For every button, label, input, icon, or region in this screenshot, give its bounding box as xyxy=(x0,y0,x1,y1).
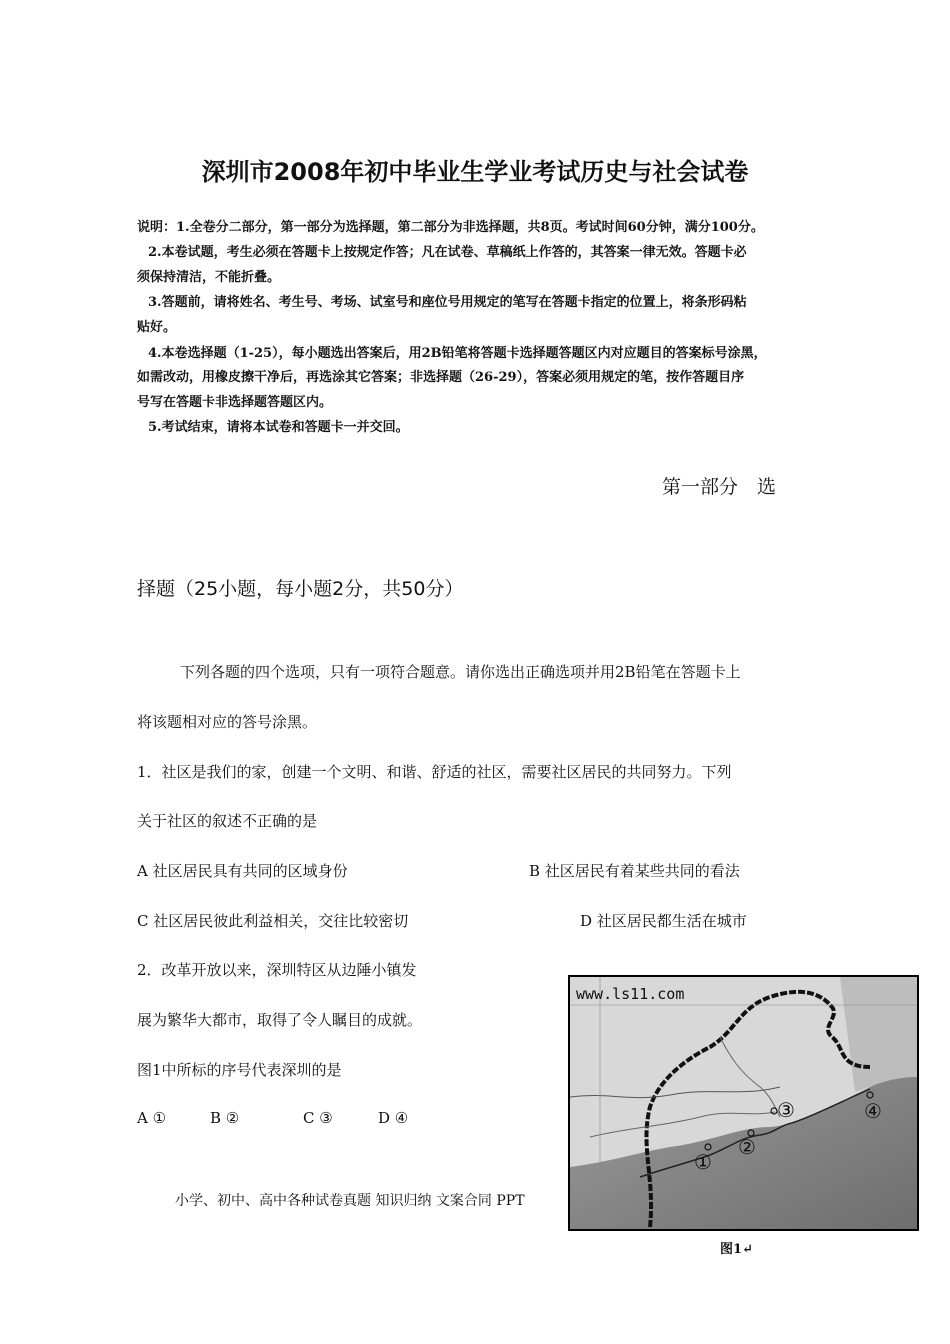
instruction-line-1: 下列各题的四个选项，只有一项符合题意。请你选出正确选项并用2B铅笔在答题卡上 xyxy=(180,663,741,681)
note-line-8: 号写在答题卡非选择题答题区内。 xyxy=(137,395,333,410)
map-marker-4: ④ xyxy=(864,1099,882,1123)
exam-title: 深圳市2008年初中毕业生学业考试历史与社会试卷 xyxy=(201,158,749,186)
map-graphic xyxy=(570,977,917,1229)
q1-stem-line-1: 1．社区是我们的家，创建一个文明、和谐、舒适的社区，需要社区居民的共同努力。下列 xyxy=(137,763,732,781)
q2-stem-line-3: 图1中所标的序号代表深圳的是 xyxy=(137,1061,342,1079)
note-line-1: 说明：1.全卷分二部分，第一部分为选择题，第二部分为非选择题，共8页。考试时间60分钟，满分100分。 xyxy=(137,220,764,235)
note-line-4: 3.答题前，请将姓名、考生号、考场、试室号和座位号用规定的笔写在答题卡指定的位置上，将条形码粘 xyxy=(148,295,747,310)
section-heading-part2: 择题（25小题，每小题2分，共50分） xyxy=(137,578,464,600)
q1-stem-line-2: 关于社区的叙述不正确的是 xyxy=(137,812,318,830)
note-line-7: 如需改动，用橡皮擦干净后，再选涂其它答案；非选择题（26-29），答案必须用规定的笔，按作答题目序 xyxy=(137,370,745,385)
q2-option-d: D ④ xyxy=(378,1109,409,1127)
q1-option-b: B 社区居民有着某些共同的看法 xyxy=(529,862,740,880)
map-marker-1: ① xyxy=(694,1150,712,1174)
q2-option-c: C ③ xyxy=(303,1109,333,1127)
figure-caption: 图1↵ xyxy=(720,1242,753,1257)
map-marker-2: ② xyxy=(738,1135,756,1159)
q1-option-d: D 社区居民都生活在城市 xyxy=(580,912,747,930)
note-line-9: 5.考试结束，请将本试卷和答题卡一并交回。 xyxy=(148,420,409,435)
note-line-6: 4.本卷选择题（1-25），每小题选出答案后，用2B铅笔将答题卡选择题答题区内对应题目的答案标号涂黑， xyxy=(148,346,767,361)
note-line-2: 2.本卷试题，考生必须在答题卡上按规定作答；凡在试卷、草稿纸上作答的，其答案一律无效。答题卡必 xyxy=(148,245,747,260)
q2-stem-line-1: 2．改革开放以来，深圳特区从边陲小镇发 xyxy=(137,961,417,979)
q2-option-b: B ② xyxy=(210,1109,240,1127)
figure-map xyxy=(568,975,919,1231)
section-heading-part1: 第一部分 选 xyxy=(662,476,777,498)
note-line-5: 贴好。 xyxy=(137,320,177,335)
q2-option-a: A ① xyxy=(137,1109,167,1127)
q1-option-c: C 社区居民彼此利益相关，交往比较密切 xyxy=(137,912,409,930)
map-watermark: www.ls11.com xyxy=(576,985,685,1003)
q2-stem-line-2: 展为繁华大都市，取得了令人瞩目的成就。 xyxy=(137,1011,423,1029)
note-line-3: 须保持清洁，不能折叠。 xyxy=(137,270,281,285)
footer-text: 小学、初中、高中各种试卷真题 知识归纳 文案合同 PPT xyxy=(175,1193,525,1209)
instruction-line-2: 将该题相对应的答号涂黑。 xyxy=(137,713,318,731)
map-marker-3: ③ xyxy=(777,1098,795,1122)
q1-option-a: A 社区居民具有共同的区域身份 xyxy=(137,862,348,880)
